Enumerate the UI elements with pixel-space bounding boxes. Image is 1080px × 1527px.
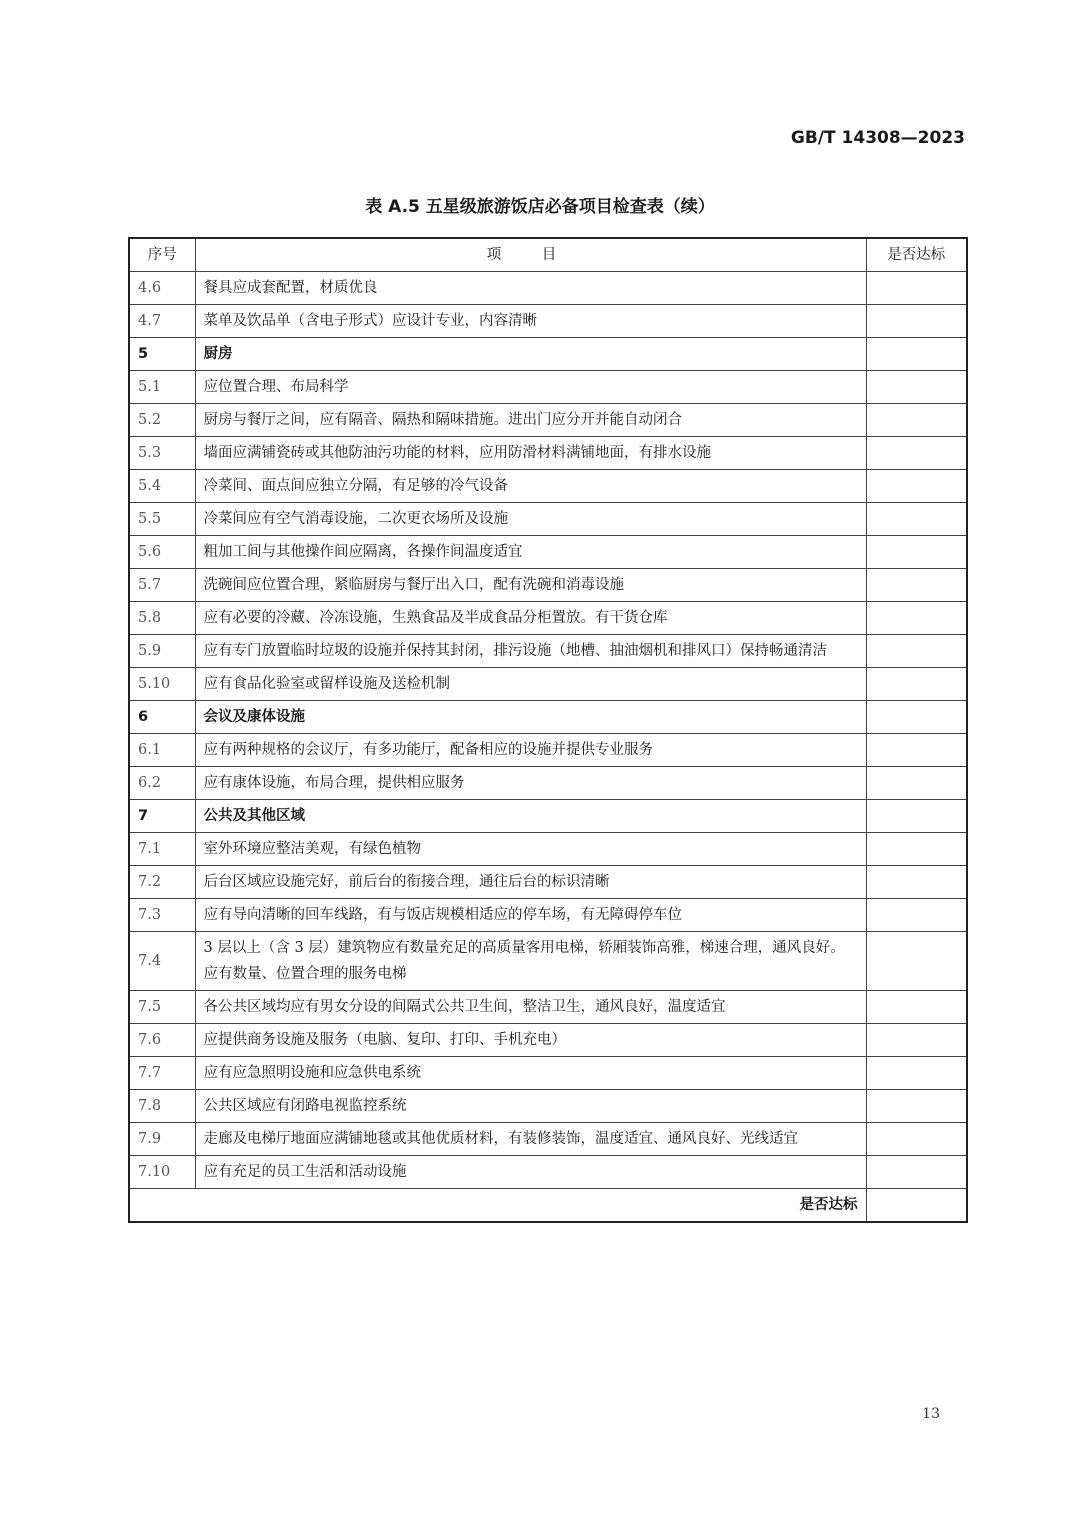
- item-number: 5.6: [129, 536, 195, 569]
- item-text: 室外环境应整洁美观，有绿色植物: [195, 833, 866, 866]
- item-number: 7.3: [129, 899, 195, 932]
- table-row: [129, 371, 967, 404]
- check-cell[interactable]: [866, 1090, 967, 1123]
- item-text: 应有充足的员工生活和活动设施: [195, 1156, 866, 1189]
- item-text: 应有食品化验室或留样设施及送检机制: [195, 668, 866, 701]
- check-cell[interactable]: [866, 305, 967, 338]
- check-cell[interactable]: [866, 272, 967, 305]
- column-header-check: 是否达标: [866, 238, 967, 272]
- item-text: 应有应急照明设施和应急供电系统: [195, 1057, 866, 1090]
- table-row: [129, 569, 967, 602]
- table-row: [129, 1090, 967, 1123]
- check-cell[interactable]: [866, 1057, 967, 1090]
- table-row: [129, 668, 967, 701]
- table-row: [129, 1123, 967, 1156]
- check-cell[interactable]: [866, 991, 967, 1024]
- item-text: 菜单及饮品单（含电子形式）应设计专业，内容清晰: [195, 305, 866, 338]
- standard-code: GB/T 14308—2023: [790, 128, 965, 148]
- item-number: 6.2: [129, 767, 195, 800]
- item-text: 应有导向清晰的回车线路，有与饭店规模相适应的停车场，有无障碍停车位: [195, 899, 866, 932]
- item-number: 5.3: [129, 437, 195, 470]
- column-header-no: 序号: [129, 238, 195, 272]
- check-cell[interactable]: [866, 701, 967, 734]
- check-cell[interactable]: [866, 767, 967, 800]
- item-number: 7.1: [129, 833, 195, 866]
- section-row: [129, 800, 967, 833]
- item-number: 5.7: [129, 569, 195, 602]
- check-cell[interactable]: [866, 800, 967, 833]
- checklist-table: [128, 237, 968, 1223]
- item-number: 4.7: [129, 305, 195, 338]
- table-row: [129, 899, 967, 932]
- item-number: 5.8: [129, 602, 195, 635]
- section-title: 会议及康体设施: [195, 701, 866, 734]
- item-number: 5: [129, 338, 195, 371]
- total-label: 是否达标: [129, 1189, 866, 1223]
- item-number: 7.7: [129, 1057, 195, 1090]
- table-title: 表 A.5 五星级旅游饭店必备项目检查表（续）: [365, 197, 715, 217]
- table-row: [129, 1156, 967, 1189]
- table-row: [129, 470, 967, 503]
- check-cell[interactable]: [866, 602, 967, 635]
- item-number: 7.9: [129, 1123, 195, 1156]
- table-row: [129, 503, 967, 536]
- total-check-cell[interactable]: [866, 1189, 967, 1223]
- check-cell[interactable]: [866, 404, 967, 437]
- section-title: 厨房: [195, 338, 866, 371]
- item-number: 7.2: [129, 866, 195, 899]
- table-row: [129, 932, 967, 991]
- item-number: 6: [129, 701, 195, 734]
- table-row: [129, 1057, 967, 1090]
- item-text: 各公共区域均应有男女分设的间隔式公共卫生间，整洁卫生，通风良好，温度适宜: [195, 991, 866, 1024]
- section-row: [129, 338, 967, 371]
- table-row: [129, 734, 967, 767]
- check-cell[interactable]: [866, 899, 967, 932]
- check-cell[interactable]: [866, 833, 967, 866]
- item-text: 公共区域应有闭路电视监控系统: [195, 1090, 866, 1123]
- table-row: [129, 305, 967, 338]
- item-text: 粗加工间与其他操作间应隔离，各操作间温度适宜: [195, 536, 866, 569]
- item-number: 7.5: [129, 991, 195, 1024]
- section-title: 公共及其他区域: [195, 800, 866, 833]
- item-text: 应位置合理、布局科学: [195, 371, 866, 404]
- check-cell[interactable]: [866, 932, 967, 991]
- item-number: 5.2: [129, 404, 195, 437]
- item-text: 应有必要的冷藏、冷冻设施，生熟食品及半成食品分柜置放。有干货仓库: [195, 602, 866, 635]
- item-text: 3 层以上（含 3 层）建筑物应有数量充足的高质量客用电梯，轿厢装饰高雅，梯速合理，通风良好。应有数量、位置合理的服务电梯: [195, 932, 866, 991]
- check-cell[interactable]: [866, 635, 967, 668]
- check-cell[interactable]: [866, 1024, 967, 1057]
- check-cell[interactable]: [866, 338, 967, 371]
- item-text: 后台区域应设施完好，前后台的衔接合理，通往后台的标识清晰: [195, 866, 866, 899]
- table-row: [129, 866, 967, 899]
- check-cell[interactable]: [866, 1123, 967, 1156]
- check-cell[interactable]: [866, 569, 967, 602]
- check-cell[interactable]: [866, 470, 967, 503]
- check-cell[interactable]: [866, 866, 967, 899]
- table-total-row: [129, 1189, 967, 1223]
- check-cell[interactable]: [866, 437, 967, 470]
- item-text: 餐具应成套配置，材质优良: [195, 272, 866, 305]
- section-row: [129, 701, 967, 734]
- table-header-row: [129, 238, 967, 272]
- check-cell[interactable]: [866, 668, 967, 701]
- check-cell[interactable]: [866, 1156, 967, 1189]
- item-text: 应提供商务设施及服务（电脑、复印、打印、手机充电）: [195, 1024, 866, 1057]
- check-cell[interactable]: [866, 734, 967, 767]
- item-text: 应有康体设施，布局合理，提供相应服务: [195, 767, 866, 800]
- item-number: 4.6: [129, 272, 195, 305]
- table-row: [129, 767, 967, 800]
- column-header-item: 项 目: [195, 238, 866, 272]
- item-text: 应有两种规格的会议厅，有多功能厅，配备相应的设施并提供专业服务: [195, 734, 866, 767]
- item-number: 7.8: [129, 1090, 195, 1123]
- table-row: [129, 437, 967, 470]
- item-number: 5.1: [129, 371, 195, 404]
- item-number: 7.10: [129, 1156, 195, 1189]
- item-text: 洗碗间应位置合理，紧临厨房与餐厅出入口，配有洗碗和消毒设施: [195, 569, 866, 602]
- item-number: 7: [129, 800, 195, 833]
- table-body: [129, 272, 967, 1189]
- item-number: 5.10: [129, 668, 195, 701]
- item-number: 5.9: [129, 635, 195, 668]
- item-number: 5.5: [129, 503, 195, 536]
- table-row: [129, 1024, 967, 1057]
- table-row: [129, 991, 967, 1024]
- check-cell[interactable]: [866, 503, 967, 536]
- item-number: 5.4: [129, 470, 195, 503]
- table-row: [129, 833, 967, 866]
- table-row: [129, 536, 967, 569]
- item-text: 墙面应满铺瓷砖或其他防油污功能的材料，应用防滑材料满铺地面，有排水设施: [195, 437, 866, 470]
- table-row: [129, 272, 967, 305]
- item-text: 厨房与餐厅之间，应有隔音、隔热和隔味措施。进出门应分开并能自动闭合: [195, 404, 866, 437]
- table-row: [129, 404, 967, 437]
- page-number: 13: [922, 1406, 940, 1422]
- item-text: 走廊及电梯厅地面应满铺地毯或其他优质材料，有装修装饰，温度适宜、通风良好、光线适宜: [195, 1123, 866, 1156]
- item-number: 7.4: [129, 932, 195, 991]
- table-row: [129, 602, 967, 635]
- check-cell[interactable]: [866, 371, 967, 404]
- item-text: 冷菜间、面点间应独立分隔，有足够的冷气设备: [195, 470, 866, 503]
- check-cell[interactable]: [866, 536, 967, 569]
- table-row: [129, 635, 967, 668]
- item-number: 6.1: [129, 734, 195, 767]
- item-text: 应有专门放置临时垃圾的设施并保持其封闭，排污设施（地槽、抽油烟机和排风口）保持畅通清洁: [195, 635, 866, 668]
- item-number: 7.6: [129, 1024, 195, 1057]
- item-text: 冷菜间应有空气消毒设施，二次更衣场所及设施: [195, 503, 866, 536]
